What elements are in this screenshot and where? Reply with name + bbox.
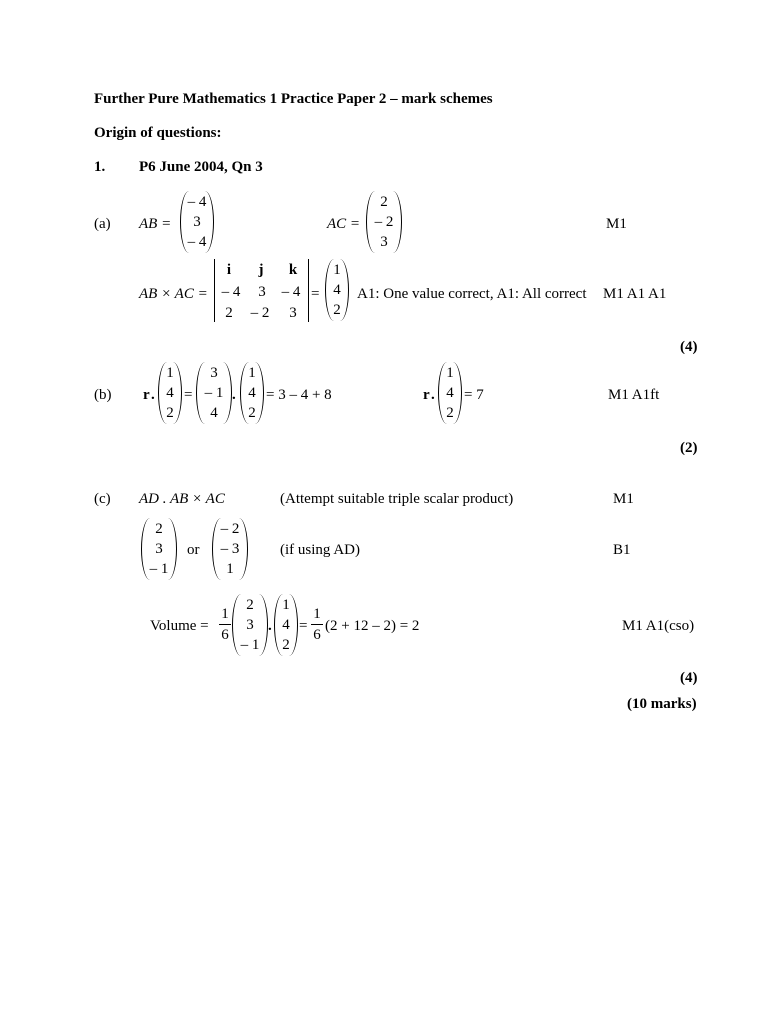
point-vector-x: 3	[210, 365, 218, 381]
fraction-numerator: 1	[221, 606, 229, 622]
fraction-2-numerator: 1	[313, 606, 321, 622]
volume-lhs: Volume =	[150, 618, 209, 634]
ad-vector-z: – 1	[149, 561, 169, 577]
r-vector-1	[158, 362, 182, 424]
ad-note: (if using AD)	[280, 542, 360, 558]
r-vector-2-y: 4	[446, 385, 454, 401]
point-vector-y: – 1	[204, 385, 224, 401]
ab-vector	[180, 191, 214, 253]
volume-expression: (2 + 12 – 2) = 2	[325, 618, 420, 634]
ad-neg-x: – 2	[220, 521, 240, 537]
or-text: or	[187, 542, 200, 558]
part-c-total: (4)	[680, 670, 698, 686]
ad-vector-y: 3	[155, 541, 163, 557]
origin-heading: Origin of questions:	[94, 125, 222, 141]
ad-neg-z: 1	[226, 561, 234, 577]
question-source: P6 June 2004, Qn 3	[139, 159, 263, 175]
volume-vector-1	[232, 594, 268, 656]
part-b-mark: M1 A1ft	[608, 387, 660, 403]
dot-1: .	[151, 387, 155, 403]
det-r3-c2: – 2	[250, 305, 270, 321]
question-total-marks: (10 marks)	[627, 696, 697, 712]
point-vector-z: 4	[210, 405, 218, 421]
determinant	[214, 259, 309, 322]
vol-vec1-y: 3	[246, 617, 254, 633]
ac-lhs: AC =	[327, 216, 361, 232]
cross-result-z: 2	[333, 302, 341, 318]
point-vector	[196, 362, 232, 424]
fraction-denominator: 6	[221, 627, 229, 643]
volume-equals: =	[299, 618, 308, 634]
dot-2: .	[232, 387, 236, 403]
normal-vector-x: 1	[248, 365, 256, 381]
det-r2-c2: 3	[258, 284, 266, 300]
question-number: 1.	[94, 159, 106, 175]
ab-lhs: AB =	[139, 216, 172, 232]
cross-result-vector	[325, 259, 349, 321]
part-b-expression: = 3 – 4 + 8	[266, 387, 332, 403]
page-title: Further Pure Mathematics 1 Practice Paper 2 – mark schemes	[94, 91, 493, 107]
det-r3-c1: 2	[225, 305, 233, 321]
fraction-2-bar	[311, 624, 323, 625]
vol-vec1-x: 2	[246, 597, 254, 613]
ad-neg-y: – 3	[220, 541, 240, 557]
fraction-bar	[219, 624, 231, 625]
ab-vector-x: – 4	[187, 194, 207, 210]
r-vector-2	[438, 362, 462, 424]
part-b-total: (2)	[680, 440, 698, 456]
volume-vector-2	[274, 594, 298, 656]
triple-product-note: (Attempt suitable triple scalar product)	[280, 491, 514, 507]
part-a-mark-1: M1	[606, 216, 627, 232]
equals-b1: =	[184, 387, 193, 403]
ac-vector-x: 2	[380, 194, 388, 210]
r-vector-1-y: 4	[166, 385, 174, 401]
fraction-2-denominator: 6	[313, 627, 321, 643]
part-a-mark-2: M1 A1 A1	[603, 286, 667, 302]
part-c-mark-1: M1	[613, 491, 634, 507]
ac-vector	[366, 191, 402, 253]
det-r3-c3: 3	[289, 305, 297, 321]
det-k: k	[288, 262, 298, 278]
normal-vector-z: 2	[248, 405, 256, 421]
part-a-note: A1: One value correct, A1: All correct	[357, 286, 587, 302]
part-a-total: (4)	[680, 339, 698, 355]
cross-result-y: 4	[333, 282, 341, 298]
dot-3: .	[431, 387, 435, 403]
normal-vector-y: 4	[248, 385, 256, 401]
r-vector-1-x: 1	[166, 365, 174, 381]
vol-vec2-x: 1	[282, 597, 290, 613]
vol-vec2-z: 2	[282, 637, 290, 653]
det-r2-c1: – 4	[221, 284, 241, 300]
triple-product: AD . AB × AC	[139, 491, 225, 507]
ac-vector-z: 3	[380, 234, 388, 250]
volume-dot: .	[268, 618, 272, 634]
r-symbol-2: r	[423, 387, 430, 403]
equals-sign: =	[311, 286, 320, 302]
ac-vector-y: – 2	[374, 214, 394, 230]
part-b-result: = 7	[464, 387, 484, 403]
part-c-mark-2: B1	[613, 542, 631, 558]
ad-vector-negative	[212, 518, 248, 580]
part-c-label: (c)	[94, 491, 111, 507]
cross-product-lhs: AB × AC =	[139, 286, 208, 302]
det-r2-c3: – 4	[281, 284, 301, 300]
vol-vec2-y: 4	[282, 617, 290, 633]
r-vector-2-z: 2	[446, 405, 454, 421]
ab-vector-z: – 4	[187, 234, 207, 250]
ad-vector	[141, 518, 177, 580]
r-symbol-1: r	[143, 387, 150, 403]
ab-vector-y: 3	[193, 214, 201, 230]
part-c-mark-3: M1 A1(cso)	[622, 618, 695, 634]
part-a-label: (a)	[94, 216, 111, 232]
normal-vector	[240, 362, 264, 424]
r-vector-1-z: 2	[166, 405, 174, 421]
part-b-label: (b)	[94, 387, 112, 403]
vol-vec1-z: – 1	[240, 637, 260, 653]
r-vector-2-x: 1	[446, 365, 454, 381]
det-i: i	[226, 262, 232, 278]
cross-result-x: 1	[333, 262, 341, 278]
det-j: j	[258, 262, 264, 278]
ad-vector-x: 2	[155, 521, 163, 537]
